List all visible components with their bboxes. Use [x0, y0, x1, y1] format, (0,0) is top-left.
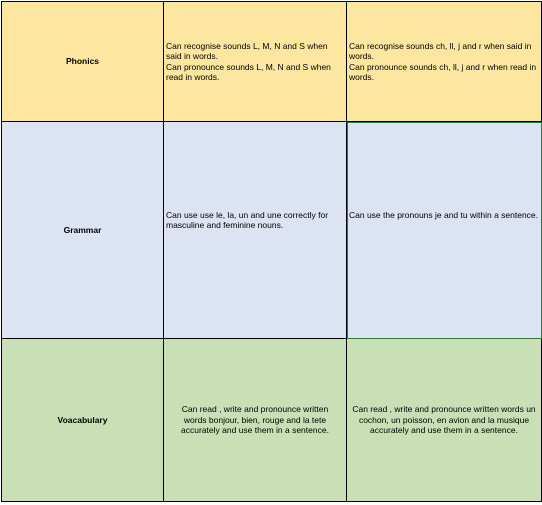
cell-text: Can recognise sounds L, M, N and S when said in words. [166, 40, 328, 61]
cell-grammar-col1[interactable] [164, 122, 347, 339]
cell-vocabulary-col2[interactable] [347, 339, 542, 502]
cell-phonics-label[interactable] [2, 2, 164, 122]
cell-text: Can use use le, la, un and une correctly for masculine and feminine nouns. [166, 209, 329, 230]
table-row-phonics [2, 2, 542, 122]
cell-text: Can pronounce sounds ch, ll, j and r when read in words. [349, 61, 537, 82]
row-label: Phonics [65, 56, 100, 67]
cell-text: Can use the pronouns je and tu within a sentence. [349, 210, 539, 220]
row-label: Grammar [63, 224, 102, 235]
cell-vocabulary-label[interactable] [2, 339, 164, 502]
table-row-grammar [2, 122, 542, 339]
cell-grammar-label[interactable] [2, 122, 164, 339]
cell-text: Can read , write and pronounce written words un cochon, un poisson, en avion and la musique accurately and use them in a sentence. [352, 404, 536, 436]
cell-vocabulary-col1[interactable] [164, 339, 347, 502]
row-label: Voacabulary [57, 414, 108, 425]
spreadsheet-grid [1, 1, 542, 502]
cell-text: Can pronounce sounds L, M, N and S when read in words. [166, 61, 331, 82]
cell-grammar-col2-selected[interactable] [347, 122, 542, 339]
cell-text: Can read , write and pronounce written words bonjour, bien, rouge and la tete accurately and use them in a sentence. [181, 404, 329, 436]
cell-phonics-col2[interactable] [347, 2, 542, 122]
cell-phonics-col1[interactable] [164, 2, 347, 122]
table-row-vocabulary [2, 339, 542, 502]
cell-text: Can recognise sounds ch, ll, j and r when said in words. [349, 40, 532, 61]
